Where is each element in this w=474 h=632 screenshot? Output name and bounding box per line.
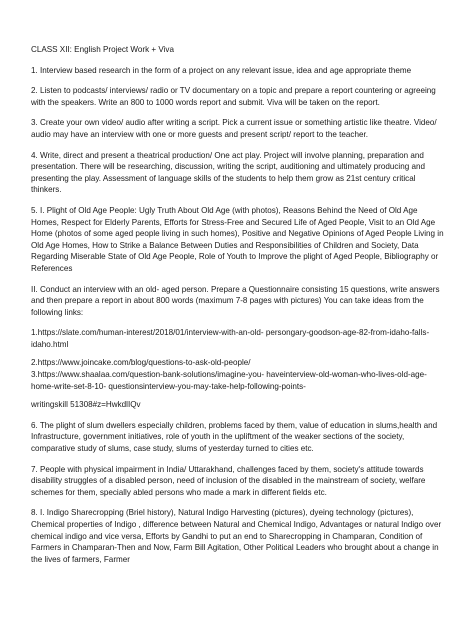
link-2[interactable]: 2.https://www.joincake.com/blog/questions-to-ask-old-people/ bbox=[31, 358, 251, 368]
spacer bbox=[31, 350, 444, 357]
item-1: 1. Interview based research in the form of a project on any relevant issue, idea and age appropriate theme bbox=[31, 65, 412, 75]
item-6: 6. The plight of slum dwellers especially children, problems faced by them, value of education in slums,health and Infrastructure, government initiatives, role of youth in the upliftment of the weaker sections of the society, comparative study of slums, case study, slums of yesterday turned to cities etc. bbox=[31, 420, 438, 454]
item-8: 8. I. Indigo Sharecropping (Briel history), Natural Indigo Harvesting (pictures), dyeing technology (pictures), Chemical properties of Indigo , difference between Natural and Chemical Indigo, Advantages or natural Indigo over chemical indigo and vice versa, Efforts by Gandhi to put an end to Sharecropping in Champaran, Condition of Farmers in Champaran-Then and Now, Farm Bill Agitation, Other Political Leaders who brought about a change in the lives of farmers, Farmer bbox=[31, 508, 442, 564]
link-1[interactable]: 1.https://slate.com/human-interest/2018/01/interview-with-an-old- persongary-goodson-age-82-from-idaho-falls-idaho.html bbox=[31, 328, 430, 349]
item-3: 3. Create your own video/ audio after writing a script. Pick a current issue or something artistic like theatre. Video/ audio may have an interview with one or more guests and present script/ report to the teacher. bbox=[31, 118, 437, 139]
item-5: 5. I. Plight of Old Age People: Ugly Truth About Old Age (with photos), Reasons Behind the Need of Old Age Homes, Respect for Elderly Parents, Efforts for Stress-Free and Secured Life of Aged People, Visit to an Old Age Home (photos of some aged people living in such homes), Positive and Negative Opinions of Aged People Living in Old Age Homes, How to Strike a Balance Between Duties and Responsibilities of Children and Society, Data Regarding Miserable State of Old Age People, Role of Youth to Improve the plight of Aged People, Bibliography or References bbox=[31, 205, 444, 273]
link-3-tail[interactable]: writingskill 51308#z=HwkdlIQv bbox=[31, 400, 141, 410]
document-title: CLASS XII: English Project Work + Viva bbox=[31, 45, 174, 54]
item-7: 7. People with physical impairment in India/ Uttarakhand, challenges faced by them, society's attitude towards disability struggles of a disabled person, need of inclusion of the disabled in the mainstream of society, welfare schemes for them, specially abled persons who made a mark in different fields etc. bbox=[31, 464, 426, 497]
item-5-ii: II. Conduct an interview with an old- aged person. Prepare a Questionnaire consisting 15 questions, write answers and then prepare a report in about 800 words (maximum 7-8 pages with pictures) You can take ideas from the following links: bbox=[31, 284, 440, 317]
item-4: 4. Write, direct and present a theatrical production/ One act play. Project will involve planning, preparation and presentation. There will be researching, discussion, writing the script, auditioning and ultimately producing and presenting the play. Assessment of language skills of the students to help them grow as 21st century critical thinkers. bbox=[31, 150, 425, 195]
item-2: 2. Listen to podcasts/ interviews/ radio or TV documentary on a topic and prepare a report countering or agreeing with the speakers. Write an 800 to 1000 words report and submit. Viva will be taken on the report. bbox=[31, 86, 436, 107]
spacer bbox=[31, 392, 444, 399]
link-3[interactable]: 3.https://www.shaalaa.com/question-bank-solutions/imagine-you- haveinterview-old-woman-who-lives-old-age-home-write-set-8-10- questionsinterview-you-may-take-help-following-points- bbox=[31, 370, 427, 391]
